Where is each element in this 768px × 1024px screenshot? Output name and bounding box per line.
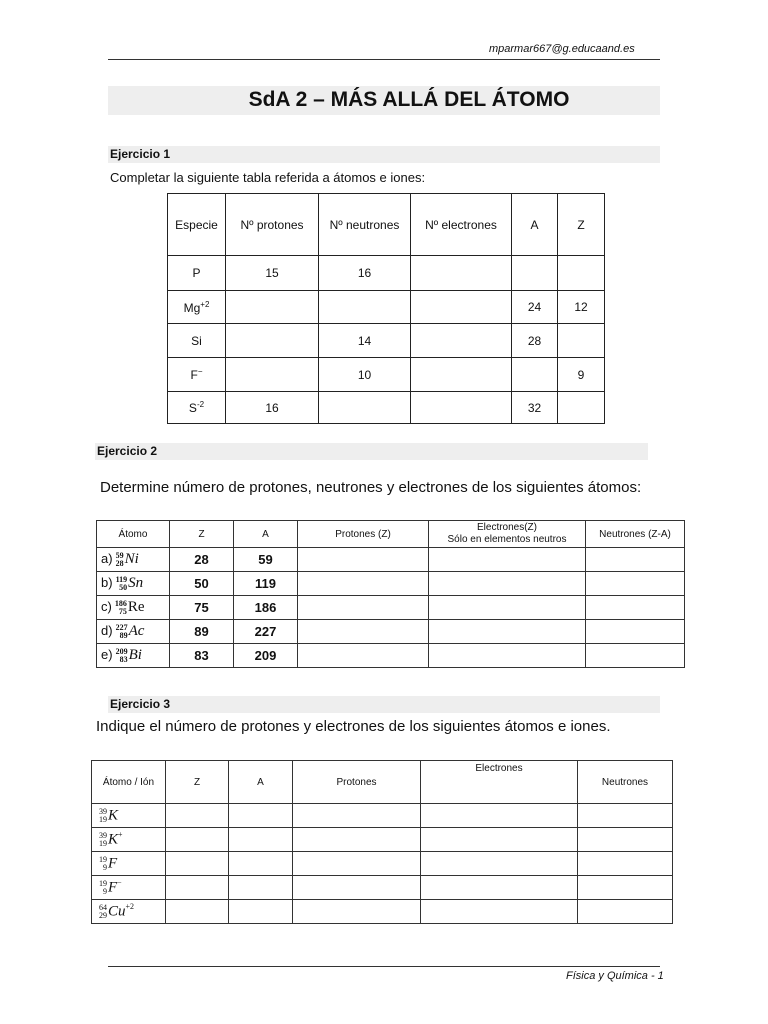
- header-rule: [108, 59, 660, 60]
- ex1-cell: [319, 392, 411, 424]
- ex1-header-especie: Especie: [168, 194, 226, 256]
- atomic-number: 19: [99, 814, 107, 824]
- ex1-cell: [411, 291, 512, 324]
- ex3-protones-cell[interactable]: [293, 828, 421, 852]
- atomic-number: 83: [119, 655, 128, 664]
- ex1-cell: 32: [512, 392, 558, 424]
- element-symbol: F: [108, 855, 118, 872]
- ex2-electrones-cell[interactable]: [429, 596, 586, 620]
- ex2-protones-cell[interactable]: [298, 548, 429, 572]
- ex2-header-electrones: [429, 521, 586, 548]
- ex3-z-cell[interactable]: [166, 876, 229, 900]
- ex3-header-z: Z: [166, 761, 229, 804]
- table-row: [92, 804, 673, 828]
- ex2-header-electrones-line2: Sólo en elementos neutros: [447, 534, 567, 545]
- ex3-label: Ejercicio 3: [110, 697, 171, 711]
- ex2-label-bar: [95, 443, 648, 460]
- page-title: SdA 2 – MÁS ALLÁ DEL ÁTOMO: [248, 88, 570, 111]
- ex1-cell: [558, 392, 605, 424]
- ex1-cell: [558, 256, 605, 291]
- ex1-cell: $Mg^{+2}$: [168, 291, 226, 324]
- ex3-instruction: Indique el número de protones y electrones de los siguientes átomos e iones.: [96, 718, 611, 735]
- ex3-isotope: [92, 900, 166, 924]
- ex1-cell: [512, 256, 558, 291]
- ex2-header-z: Z: [170, 521, 234, 548]
- isotope-prefix: c): [101, 598, 112, 614]
- mass-number: 119: [115, 575, 128, 584]
- element-symbol: K: [108, 831, 119, 848]
- atomic-number: 50: [119, 583, 128, 592]
- table-row: [168, 324, 605, 358]
- ex1-cell: [512, 358, 558, 392]
- ex3-header-neutrones: Neutrones: [578, 761, 673, 804]
- ex2-electrones-cell[interactable]: [429, 572, 586, 596]
- mass-number: 19: [99, 878, 107, 888]
- ex1-cell: [226, 324, 319, 358]
- ex1-cell: F−: [168, 358, 226, 392]
- isotope-prefix: d): [101, 622, 113, 638]
- ex3-electrones-cell[interactable]: [421, 804, 578, 828]
- ex3-a-cell[interactable]: [229, 900, 293, 924]
- ex3-a-cell[interactable]: [229, 828, 293, 852]
- ex1-instruction: Completar la siguiente tabla referida a átomos e iones:: [110, 170, 426, 185]
- ex2-isotope: [97, 548, 170, 572]
- ion-charge: −: [117, 878, 122, 888]
- mass-number: 64: [99, 902, 107, 912]
- ex2-table: [96, 520, 685, 668]
- ex3-a-cell[interactable]: [229, 804, 293, 828]
- ex3-a-cell[interactable]: [229, 876, 293, 900]
- ex3-isotope: [92, 804, 166, 828]
- element-symbol: K: [108, 807, 119, 824]
- ex2-isotope: [97, 644, 170, 668]
- ex3-header-atomo: Átomo / Ión: [92, 761, 166, 804]
- isotope-prefix: b): [101, 574, 113, 590]
- mass-number: 39: [99, 830, 107, 840]
- ex3-a-cell[interactable]: [229, 852, 293, 876]
- ex3-electrones-cell[interactable]: [421, 852, 578, 876]
- mass-number: 186: [114, 599, 127, 608]
- ex2-isotope: [97, 596, 170, 620]
- table-row: [97, 620, 685, 644]
- ex3-header-electrones: Electrones: [421, 761, 578, 804]
- ex2-a-cell: 209: [234, 644, 298, 668]
- ex3-isotope: [92, 876, 166, 900]
- table-row: [168, 256, 605, 291]
- ex3-neutrones-cell[interactable]: [578, 828, 673, 852]
- ex3-label-bar: [108, 696, 660, 713]
- mass-number: 209: [115, 647, 128, 656]
- element-symbol: Sn: [128, 574, 144, 591]
- atomic-number: 28: [115, 559, 124, 568]
- mass-number: 19: [99, 854, 107, 864]
- isotope-prefix: e): [101, 646, 113, 662]
- ex3-protones-cell[interactable]: [293, 804, 421, 828]
- ex2-z-cell: 83: [170, 644, 234, 668]
- ex3-header-protones: Protones: [293, 761, 421, 804]
- ex2-electrones-cell[interactable]: [429, 620, 586, 644]
- element-symbol: Cu: [108, 903, 126, 920]
- table-row: [168, 358, 605, 392]
- table-row: [97, 596, 685, 620]
- ex1-cell: [319, 291, 411, 324]
- ex1-header-neutrones: Nº neutrones: [319, 194, 411, 256]
- ex2-electrones-cell[interactable]: [429, 644, 586, 668]
- isotope-prefix: a): [101, 550, 113, 566]
- ion-charge: +2: [125, 902, 135, 912]
- ex2-a-cell: 119: [234, 572, 298, 596]
- ex2-neutrones-cell[interactable]: [586, 644, 685, 668]
- table-row: [97, 572, 685, 596]
- ex2-z-cell: 89: [170, 620, 234, 644]
- ex3-table: [91, 760, 673, 924]
- ex1-cell: [411, 324, 512, 358]
- ex3-header-a: A: [229, 761, 293, 804]
- ex2-a-cell: 227: [234, 620, 298, 644]
- ex3-isotope: [92, 852, 166, 876]
- table-row: [97, 644, 685, 668]
- ex3-electrones-cell[interactable]: [421, 828, 578, 852]
- ex2-header-electrones-line1: Electrones(Z): [476, 522, 537, 533]
- ex2-a-cell: 186: [234, 596, 298, 620]
- ex3-neutrones-cell[interactable]: [578, 876, 673, 900]
- element-symbol: F: [108, 879, 118, 896]
- ex3-z-cell[interactable]: [166, 828, 229, 852]
- ex3-protones-cell[interactable]: [293, 900, 421, 924]
- ex1-cell: [411, 358, 512, 392]
- table-row: [92, 900, 673, 924]
- table-row: [168, 392, 605, 424]
- ex3-z-cell[interactable]: [166, 852, 229, 876]
- ex2-header-atomo: Átomo: [97, 521, 170, 548]
- atomic-number: 29: [99, 910, 107, 920]
- element-symbol: Ni: [124, 550, 139, 567]
- atomic-number: 9: [103, 862, 107, 872]
- ex1-cell: 16: [226, 392, 319, 424]
- ex3-protones-cell[interactable]: [293, 852, 421, 876]
- ex1-cell: [558, 324, 605, 358]
- ex2-z-cell: 75: [170, 596, 234, 620]
- ex2-header-protones: Protones (Z): [298, 521, 429, 548]
- ex1-cell: Si: [168, 324, 226, 358]
- ex3-electrones-cell[interactable]: [421, 900, 578, 924]
- element-symbol: Re: [127, 598, 145, 615]
- ex1-table: [167, 193, 605, 424]
- ex1-cell: 12: [558, 291, 605, 324]
- ex2-protones-cell[interactable]: [298, 596, 429, 620]
- mass-number: 59: [115, 551, 124, 560]
- ex2-protones-cell[interactable]: [298, 620, 429, 644]
- ex2-header-a: A: [234, 521, 298, 548]
- ex1-header-a: A: [512, 194, 558, 256]
- table-row: [92, 828, 673, 852]
- ex3-protones-cell[interactable]: [293, 876, 421, 900]
- ex2-neutrones-cell[interactable]: [586, 572, 685, 596]
- ex2-a-cell: 59: [234, 548, 298, 572]
- ex2-z-cell: 28: [170, 548, 234, 572]
- ex2-neutrones-cell[interactable]: [586, 596, 685, 620]
- table-row: [92, 852, 673, 876]
- atomic-number: 19: [99, 838, 107, 848]
- ex1-cell: 15: [226, 256, 319, 291]
- ex2-protones-cell[interactable]: [298, 572, 429, 596]
- ex1-cell: 14: [319, 324, 411, 358]
- ex1-header-protones: Nº protones: [226, 194, 319, 256]
- ex1-header-z: Z: [558, 194, 605, 256]
- ex3-neutrones-cell[interactable]: [578, 852, 673, 876]
- footer-text: Física y Química - 1: [566, 970, 664, 982]
- ex2-neutrones-cell[interactable]: [586, 548, 685, 572]
- ex3-z-cell[interactable]: [166, 804, 229, 828]
- atomic-number: 9: [103, 886, 107, 896]
- ex2-protones-cell[interactable]: [298, 644, 429, 668]
- ex3-z-cell[interactable]: [166, 900, 229, 924]
- mass-number: 39: [99, 806, 107, 816]
- table-row: [97, 548, 685, 572]
- ex2-neutrones-cell[interactable]: [586, 620, 685, 644]
- atomic-number: 75: [118, 607, 127, 616]
- table-row: [168, 291, 605, 324]
- footer-rule: [108, 966, 660, 967]
- ex1-cell: 9: [558, 358, 605, 392]
- ex2-isotope: [97, 572, 170, 596]
- ex1-label: Ejercicio 1: [110, 147, 171, 161]
- ex2-instruction: Determine número de protones, neutrones y electrones de los siguientes átomos:: [100, 479, 642, 496]
- ex1-cell: [411, 392, 512, 424]
- ex2-isotope: [97, 620, 170, 644]
- ex1-cell: [411, 256, 512, 291]
- ex3-neutrones-cell[interactable]: [578, 900, 673, 924]
- ex1-cell: [226, 358, 319, 392]
- table-row: [92, 876, 673, 900]
- ion-charge: +: [118, 830, 123, 840]
- ex1-cell: 16: [319, 256, 411, 291]
- ex2-z-cell: 50: [170, 572, 234, 596]
- ex1-cell: P: [168, 256, 226, 291]
- ex3-isotope: [92, 828, 166, 852]
- element-symbol: Bi: [128, 646, 142, 663]
- mass-number: 227: [115, 623, 128, 632]
- ex2-label: Ejercicio 2: [97, 444, 158, 458]
- ex1-cell: 24: [512, 291, 558, 324]
- ex1-cell: [226, 291, 319, 324]
- header-email: mparmar667@g.educaand.es: [489, 43, 635, 55]
- ex1-cell: $S^{-2}$: [168, 392, 226, 424]
- ex1-label-bar: [108, 146, 660, 163]
- ex2-header-neutrones: Neutrones (Z-A): [586, 521, 685, 548]
- ex3-electrones-cell[interactable]: [421, 876, 578, 900]
- ex3-neutrones-cell[interactable]: [578, 804, 673, 828]
- ex1-cell: 10: [319, 358, 411, 392]
- atomic-number: 89: [119, 631, 128, 640]
- ex2-electrones-cell[interactable]: [429, 548, 586, 572]
- element-symbol: Ac: [128, 622, 145, 639]
- ex1-header-electrones: Nº electrones: [411, 194, 512, 256]
- ex1-cell: 28: [512, 324, 558, 358]
